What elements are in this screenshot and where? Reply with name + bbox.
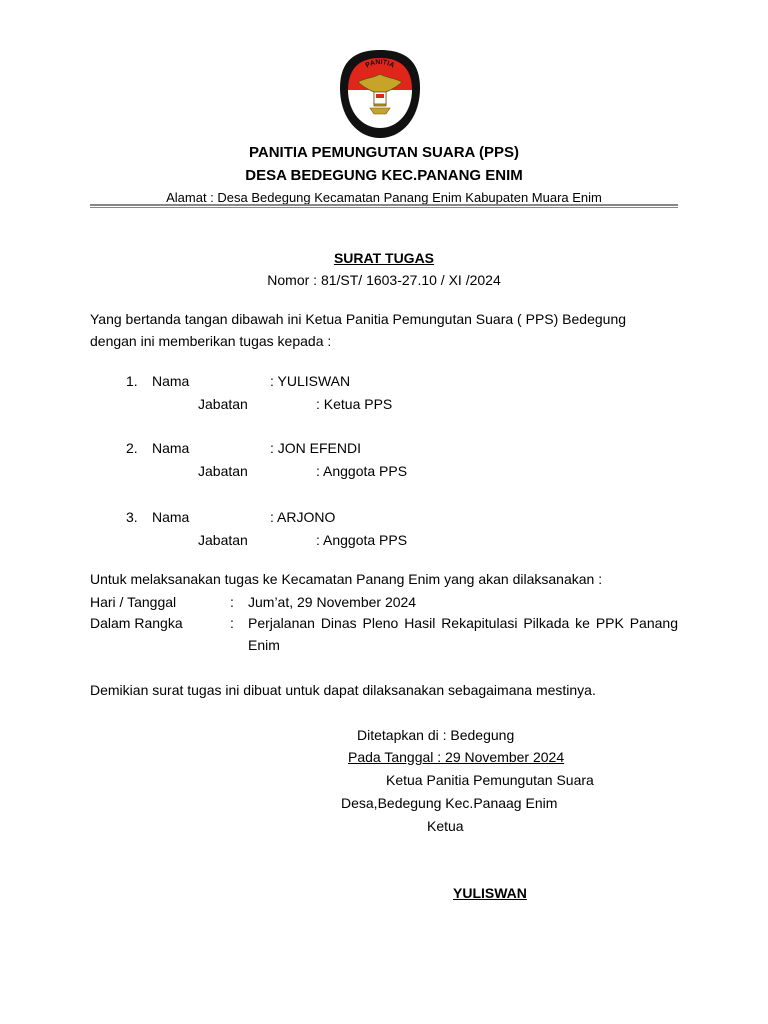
signature-position-line3: Ketua	[427, 818, 464, 834]
assignee-role-value: : Anggota PPS	[316, 532, 408, 548]
task-purpose-value: Perjalanan Dinas Pleno Hasil Rekapitulasi Pilkada ke PPK Panang Enim	[248, 615, 678, 653]
task-purpose-colon: :	[230, 615, 234, 631]
signature-name: YULISWAN	[453, 885, 527, 901]
signature-place: Ditetapkan di : Bedegung	[357, 727, 515, 743]
signature-position-line2: Desa,Bedegung Kec.Panaag Enim	[341, 795, 558, 811]
letter-title: SURAT TUGAS	[333, 250, 435, 266]
assignee-role-label: Jabatan	[198, 463, 248, 479]
task-day-label: Hari / Tanggal	[90, 594, 177, 610]
assignee-number: 2.	[126, 440, 138, 456]
assignee-role-label: Jabatan	[198, 396, 248, 412]
assignee-role-value: : Anggota PPS	[316, 463, 408, 479]
signature-date: Pada Tanggal : 29 November 2024	[348, 749, 565, 765]
header-divider	[90, 204, 678, 206]
closing-text: Demikian surat tugas ini dibuat untuk dapat dilaksanakan sebagaimana mestinya.	[90, 682, 596, 698]
task-intro: Untuk melaksanakan tugas ke Kecamatan Panang Enim yang akan dilaksanakan :	[90, 571, 603, 587]
header-address: Alamat : Desa Bedegung Kecamatan Panang Enim Kabupaten Muara Enim	[166, 190, 602, 205]
header-divider-thin	[90, 207, 678, 208]
header-line2: DESA BEDEGUNG KEC.PANANG ENIM	[245, 167, 523, 184]
assignee-number: 1.	[126, 373, 138, 389]
assignee-name-label: Nama	[152, 440, 190, 456]
task-purpose-label: Dalam Rangka	[90, 615, 183, 631]
intro-line1: Yang bertanda tangan dibawah ini Ketua Panitia Pemungutan Suara ( PPS) Bedegung	[90, 311, 627, 327]
assignee-name-label: Nama	[152, 509, 190, 525]
assignee-role-label: Jabatan	[198, 532, 248, 548]
assignee-name-value: : ARJONO	[270, 509, 336, 525]
letter-number: Nomor : 81/ST/ 1603-27.10 / XI /2024	[267, 272, 501, 288]
svg-text:PEMUNGUTAN SUARA: PEMUNGUTAN SUARA	[349, 103, 411, 127]
assignee-name-value: : JON EFENDI	[270, 440, 362, 456]
assignee-number: 3.	[126, 509, 138, 525]
assignee-role-value: : Ketua PPS	[316, 396, 393, 412]
kpu-logo	[334, 48, 426, 140]
task-day-colon: :	[230, 594, 234, 610]
assignee-name-value: : YULISWAN	[270, 373, 351, 389]
intro-line2: dengan ini memberikan tugas kepada :	[90, 333, 332, 349]
task-day-value: Jum’at, 29 November 2024	[248, 594, 417, 610]
signature-position-line1: Ketua Panitia Pemungutan Suara	[386, 772, 594, 788]
assignee-name-label: Nama	[152, 373, 190, 389]
svg-text:PANITIA: PANITIA	[364, 58, 396, 70]
header-line1: PANITIA PEMUNGUTAN SUARA (PPS)	[249, 144, 519, 161]
